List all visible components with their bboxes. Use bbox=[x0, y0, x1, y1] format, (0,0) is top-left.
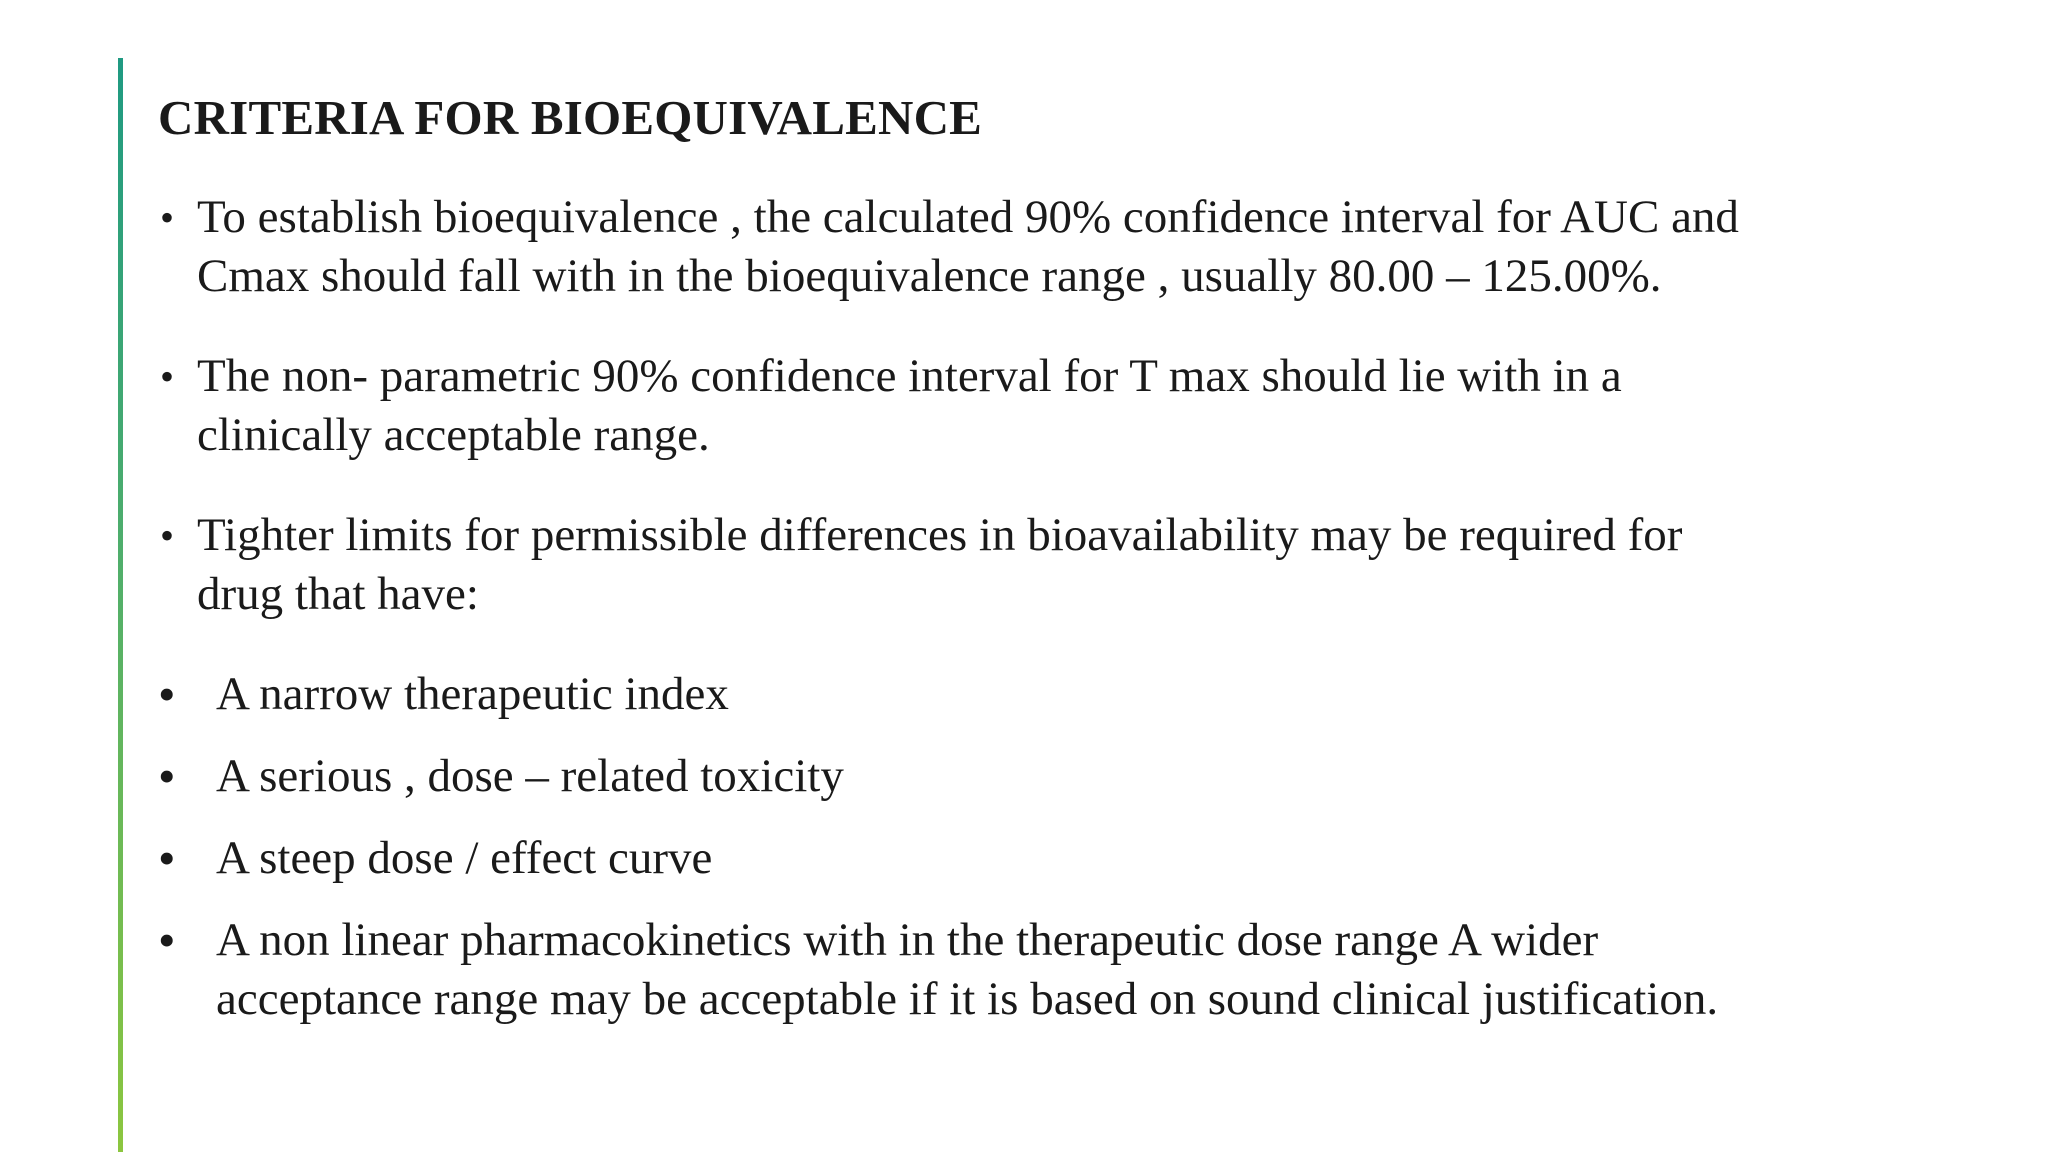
bullet-text-line: clinically acceptable range. bbox=[197, 409, 710, 461]
bullet-point-tmax bbox=[158, 347, 1958, 465]
bullet-text-line: A non linear pharmacokinetics with in the therapeutic dose range A wider bbox=[216, 914, 1599, 966]
bullet-point-ci-auc-cmax bbox=[158, 188, 1958, 306]
slide-content bbox=[158, 188, 1958, 1029]
bullet-icon: • bbox=[160, 354, 175, 399]
bullet-icon: • bbox=[158, 748, 176, 804]
bullet-text-line: A serious , dose – related toxicity bbox=[216, 750, 844, 802]
slide-title: CRITERIA FOR BIOEQUIVALENCE bbox=[158, 90, 983, 145]
bullet-text-line: Tighter limits for permissible differences in bioavailability may be required for bbox=[197, 509, 1683, 561]
bullet-icon: • bbox=[158, 912, 176, 968]
bullet-icon: • bbox=[160, 513, 175, 558]
bullet-text-line: A steep dose / effect curve bbox=[216, 832, 713, 884]
bullet-text-line: Cmax should fall with in the bioequivalence range , usually 80.00 – 125.00%. bbox=[197, 250, 1662, 302]
bullet-icon: • bbox=[158, 666, 176, 722]
bullet-icon: • bbox=[160, 195, 175, 240]
bullet-text-line: acceptance range may be acceptable if it is based on sound clinical justification. bbox=[216, 973, 1719, 1025]
sub-bullet-narrow-index bbox=[158, 665, 1958, 724]
sub-bullet-non-linear-pk bbox=[158, 911, 1958, 1029]
bullet-text-line: The non- parametric 90% confidence interval for T max should lie with in a bbox=[197, 350, 1622, 402]
bullet-point-tighter-limits bbox=[158, 506, 1958, 624]
accent-bar bbox=[118, 58, 123, 1152]
bullet-text-line: To establish bioequivalence , the calculated 90% confidence interval for AUC and bbox=[197, 191, 1739, 243]
sub-bullet-serious-toxicity bbox=[158, 747, 1958, 806]
bullet-text-line: A narrow therapeutic index bbox=[216, 668, 729, 720]
sub-bullet-steep-curve bbox=[158, 829, 1958, 888]
bullet-text-line: drug that have: bbox=[197, 568, 479, 620]
bullet-icon: • bbox=[158, 830, 176, 886]
